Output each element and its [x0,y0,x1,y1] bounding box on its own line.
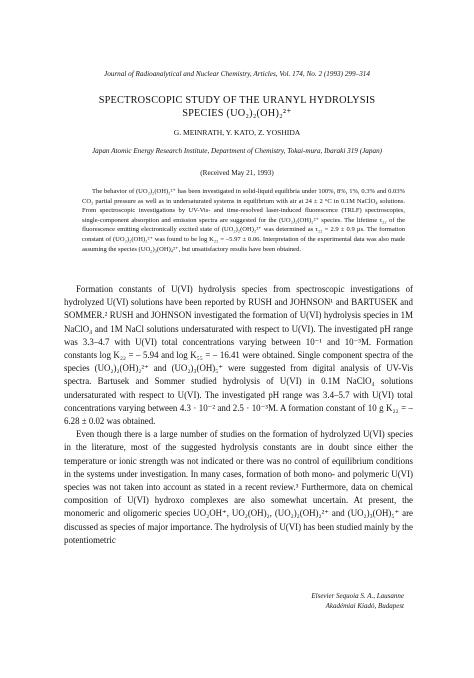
paragraph-2: Even though there is a large number of studies on the formation of hydrolyzed U(VI) species in the literature, most of the suggested hydrolysis constants are in doubt since either the temperature or ionic strength was not indicated or there was no control of equilibrium conditions in the systems under investigation. In many cases, formation of both mono- and polymeric U(VI) species was not taken into account as stated in a recent review.³ Furthermore, data on chemical composition of U(VI) hydroxo complexes are also somewhat uncertain. At present, the monomeric and oligomeric species UO₂OH⁺, UO₂(OH)₂, (UO₂)₂(OH)₂²⁺ and (UO₂)₃(OH)₅⁺ are discussed as species of major importance. The hydrolysis of U(VI) has been studied mainly by the potentiometric [64,429,413,545]
publisher-line-1: Elsevier Sequoia S. A., Lausanne [311,592,404,600]
title-line-1: SPECTROSCOPIC STUDY OF THE URANYL HYDROLYSIS [98,95,376,106]
paper-title [40,94,434,120]
title-line-2: SPECIES (UO₂)₂(OH)₂²⁺ [182,108,292,119]
body-text [64,283,413,547]
received-date: (Received May 21, 1993) [200,169,274,177]
journal-citation: Journal of Radioanalytical and Nuclear Chemistry, Articles, Vol. 174, No. 2 (1993) 299–314 [104,70,370,78]
authors: G. MEINRATH, Y. KATO, Z. YOSHIDA [173,128,301,137]
affiliation: Japan Atomic Energy Research Institute, Department of Chemistry, Tokai-mura, Ibaraki 319 (Japan) [91,147,383,155]
abstract-text: The behavior of (UO₂)₂(OH)₂²⁺ has been investigated in solid-liquid equilibria under 100%, 8%, 1%, 0.3% and 0.03% CO₂ partial pressure as well as in undersaturated systems in equilibrium with air at 24 ± 2 °C in 0.1M NaClO₄ solutions. From spectroscopic investigations by UV-Vis- and time-resolved laser-induced fluorescence (TRLF) spectroscopies, single-component absorption and emission spectra are suggested for the (UO₂)₂(OH)₂²⁺ species. The lifetime τ₂₂ of the fluorescence emitting electronically excited state of (UO₂)₂(OH)₂²⁺ was determined as τ₂₂ = 2.9 ± 0.9 µs. The formation constant of (UO₂)₂(OH)₂²⁺ was found to be log K₂₂ = –5.97 ± 0.06. Interpretation of the experimental data was also made assuming the species (UO₂)₃(OH)₄²⁺, but unsatisfactory results have been obtained. [82,188,405,253]
abstract [82,187,405,254]
paragraph-1: Formation constants of U(VI) hydrolysis species from spectroscopic investigations of hydrolyzed U(VI) solutions have been reported by RUSH and JOHNSON¹ and BARTUSEK and SOMMER.² RUSH and JOHNSON investigated the formation of U(VI) hydrolysis species in 1M NaClO₄ and 1M NaCl solutions undersaturated with respect to U(VI). The investigated pH range was 3.3–4.7 with U(VI) total concentrations varying between 10⁻¹ and 10⁻³M. Formation constants log K₂₂ = – 5.94 and log K₅₅ = – 16.41 were obtained. Single component spectra of the species (UO₂)₂(OH)₂²⁺ and (UO₂)₃(OH)₅⁺ were suggested from digital analysis of UV-Vis spectra. Bartusek and Sommer studied hydrolysis of U(VI) in 0.1M NaClO₄ solutions undersaturated with respect to U(VI). The investigated pH range was 3.4–5.7 with U(VI) total concentrations varying between 4.3 · 10⁻² and 2.5 · 10⁻³M. A formation constant of 10 g K₂₂ = –6.28 ± 0.02 was obtained. [64,284,413,427]
publisher-note [311,591,404,611]
publisher-line-2: Akadémiai Kiadó, Budapest [325,602,404,610]
